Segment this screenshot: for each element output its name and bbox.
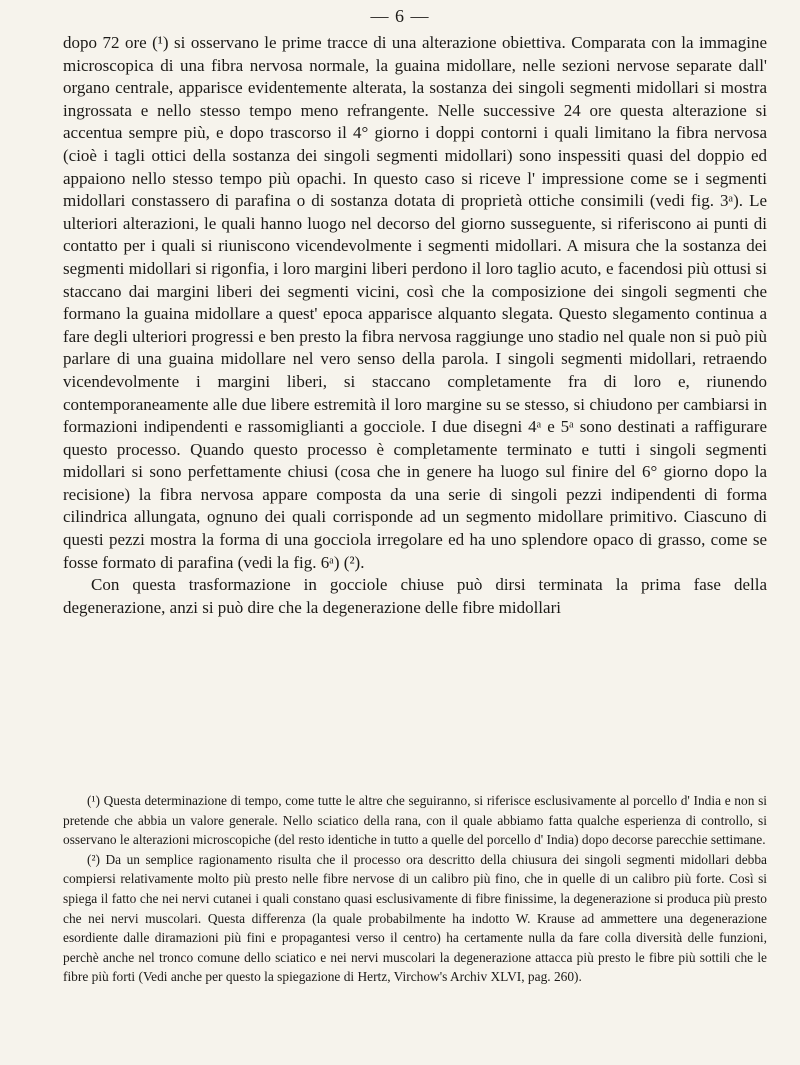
paragraph-1: dopo 72 ore (¹) si osservano le prime tracce di una alterazione obiettiva. Comparata con la immagine microscopica di una fibra nervosa normale, la guaina midollare, nelle sezioni nervose separate dall' organo centrale, apparisce evidentemente alterata, la sostanza dei singoli segmenti midollari si mostra ingrossata e nello stesso tempo meno refrangente. Nelle successive 24 ore questa alterazione si accentua sempre più, e dopo trascorso il 4° giorno i doppi contorni i quali limitano la fibra nervosa (cioè i tagli ottici della sostanza dei singoli segmenti midollari) sono inspessiti quasi del doppio ed appaiono nello stesso tempo più opachi. In questo caso si riceve l' impressione come se i segmenti midollari constassero di parafina o di sostanza dotata di proprietà ottiche consimili (vedi fig. 3ᵃ). Le ulteriori alterazioni, le quali hanno luogo nel decorso del giorno susseguente, si riferiscono ai punti di contatto per i quali si riuniscono vicendevolmente i segmenti midollari. A misura che la sostanza dei segmenti midollari si rigonfia, i loro margini liberi perdono il loro taglio acuto, e facendosi più ottusi si staccano dai margini liberi dei segmenti vicini, così che la composizione dei singoli segmenti che formano la guaina midollare a quest' epoca apparisce alquanto slegata. Questo slegamento continua a fare degli ulteriori progressi e ben presto la fibra nervosa raggiunge uno stadio nel quale non si può più parlare di una guaina midollare nel vero senso della parola. I singoli segmenti midollari, retraendo vicendevolmente i margini liberi, si staccano completamente fra di loro e, riunendo contemporaneamente alle due libere estremità il loro margine su se stesso, si chiudono per cambiarsi in formazioni indipendenti e rassomiglianti a gocciole. I due disegni 4ᵃ e 5ᵃ sono destinati a raffigurare questo processo. Quando questo processo è completamente terminato e tutti i singoli segmenti midollari si sono perfettamente chiusi (cosa che in genere ha luogo sul finire del 6° giorno dopo la recisione) la fibra nervosa appare composta da una serie di singoli pezzi indipendenti di forma cilindrica allungata, ognuno dei quali corrisponde ad un segmento midollare primitivo. Ciascuno di questi pezzi mostra la forma di una gocciola irregolare ed ha uno splendore opaco di grasso, come se fosse formato di parafina (vedi la fig. 6ᵃ) (²). bbox=[63, 33, 767, 572]
footnote-2: (²) Da un semplice ragionamento risulta che il processo ora descritto della chiusura dei singoli segmenti midollari debba compiersi relativamente molto più presto nelle fibre nervose di un calibro più fino, che in quelle di un calibro più forte. Così si spiega il fatto che nei nervi cutanei i quali constano quasi esclusivamente di fibre finissime, la degenerazione si produca più presto che nei nervi muscolari. Questa differenza (la quale probabilmente ha indotto W. Krause ad ammettere una degenerazione esordiente dalle diramazioni più fini e propagantesi verso il centro) ha certamente nulla da fare colla diversità delle funzioni, perchè anche nel tronco comune dello sciatico e nei nervi muscolari la degenerazione attacca più presto le fibre più sottili che le fibre più forti (Vedi anche per questo la spiegazione di Hertz, Virchow's Archiv XLVI, pag. 260). bbox=[63, 851, 767, 985]
footnotes bbox=[63, 791, 767, 987]
footnote-1: (¹) Questa determinazione di tempo, come tutte le altre che seguiranno, si riferisce esclusivamente al porcello d' India e non si pretende che abbia un valore generale. Nello sciatico della rana, con il quale abbiamo fatta qualche esperienza di controllo, si osservano le alterazioni microscopiche (del resto identiche in tutto a quelle del porcello d' India) dopo decorse parecchie settimane. bbox=[63, 793, 767, 848]
page-number: — 6 — bbox=[370, 6, 430, 26]
paragraph-2: Con questa trasformazione in gocciole chiuse può dirsi terminata la prima fase della degenerazione, anzi si può dire che la degenerazione delle fibre midollari bbox=[63, 575, 767, 617]
main-text bbox=[63, 32, 767, 619]
